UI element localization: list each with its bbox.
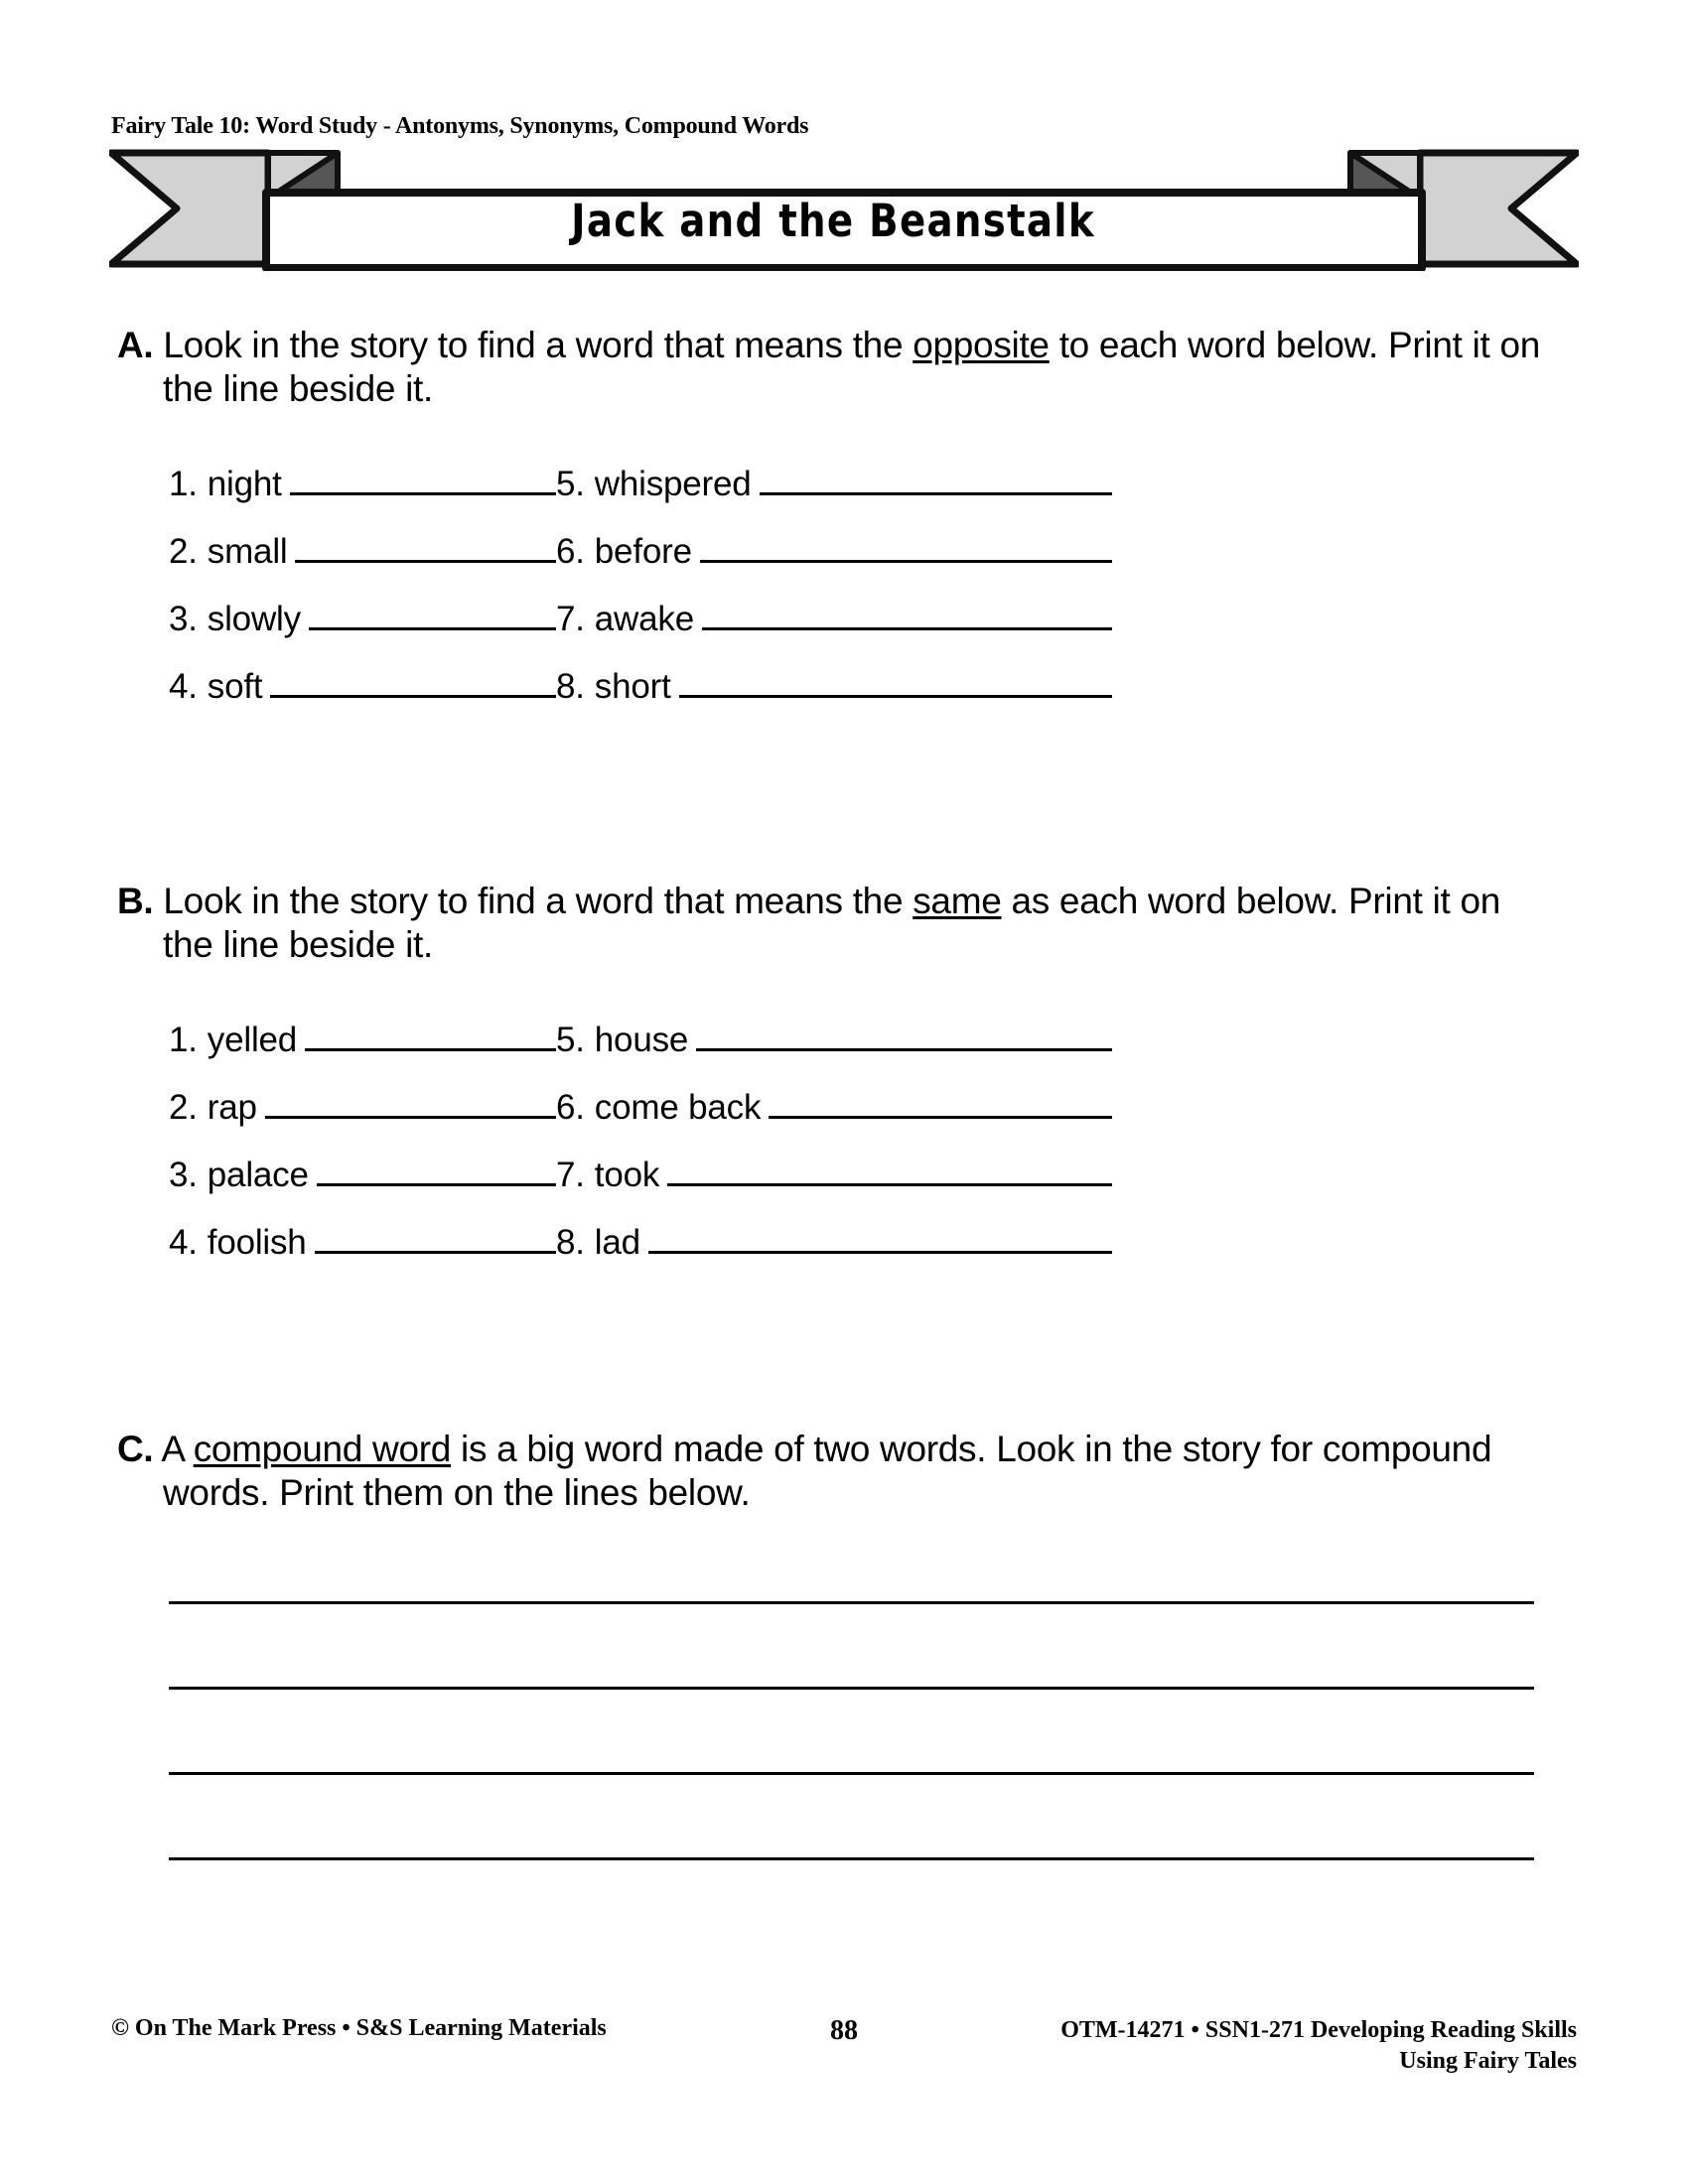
list-item xyxy=(556,529,1112,572)
item-number: 2. xyxy=(169,532,198,572)
item-number: 1. xyxy=(169,465,198,504)
answer-blank[interactable] xyxy=(295,529,556,563)
answer-line[interactable] xyxy=(169,1772,1534,1775)
section-b xyxy=(0,880,1688,1288)
item-number: 7. xyxy=(556,1156,585,1195)
section-b-instruction-pre: Look in the story to find a word that means the xyxy=(163,881,914,921)
section-c-instruction xyxy=(117,1428,1553,1514)
footer-product-code-line2: Using Fairy Tales xyxy=(1399,2047,1577,2074)
answer-blank[interactable] xyxy=(760,462,1112,495)
section-a-instruction-pre: Look in the story to find a word that means the xyxy=(163,325,914,365)
item-number: 1. xyxy=(169,1021,198,1060)
list-item xyxy=(556,1018,1112,1060)
section-c-instruction-emphasis: compound word xyxy=(193,1429,452,1469)
list-item xyxy=(556,462,1112,504)
list-item xyxy=(169,664,556,707)
item-word: lad xyxy=(594,1223,640,1263)
list-item xyxy=(556,1220,1112,1263)
list-item xyxy=(169,529,556,572)
list-item xyxy=(556,1085,1112,1128)
item-number: 5. xyxy=(556,465,585,504)
item-word: come back xyxy=(594,1088,762,1128)
footer-product-code xyxy=(1060,2015,1577,2076)
item-word: yelled xyxy=(207,1021,298,1060)
answer-blank[interactable] xyxy=(679,664,1112,698)
section-b-instruction xyxy=(117,880,1553,966)
answer-blank[interactable] xyxy=(696,1018,1112,1051)
answer-blank[interactable] xyxy=(667,1153,1112,1186)
list-item xyxy=(169,1220,556,1263)
table-row xyxy=(169,529,1539,597)
list-item xyxy=(169,1018,556,1060)
footer-page-number: 88 xyxy=(830,2015,858,2046)
item-number: 5. xyxy=(556,1021,585,1060)
section-a-instruction xyxy=(117,324,1553,410)
answer-blank[interactable] xyxy=(309,597,556,630)
banner-right-tail xyxy=(1420,153,1577,264)
item-number: 2. xyxy=(169,1088,198,1128)
item-number: 3. xyxy=(169,1156,198,1195)
item-word: night xyxy=(207,465,282,504)
item-word: slowly xyxy=(207,600,301,639)
item-word: took xyxy=(594,1156,660,1195)
answer-line[interactable] xyxy=(169,1687,1534,1690)
section-a xyxy=(0,324,1688,732)
item-word: short xyxy=(594,667,671,707)
section-b-instruction-post: as each word below. Print it on the line beside it. xyxy=(163,881,1501,965)
item-word: small xyxy=(207,532,288,572)
answer-blank[interactable] xyxy=(317,1153,556,1186)
item-number: 8. xyxy=(556,1223,585,1263)
answer-blank[interactable] xyxy=(702,597,1112,630)
item-number: 3. xyxy=(169,600,198,639)
table-row xyxy=(169,664,1539,732)
item-number: 4. xyxy=(169,1223,198,1263)
list-item xyxy=(556,597,1112,639)
item-word: before xyxy=(594,532,692,572)
section-b-label: B. xyxy=(117,881,154,921)
section-b-instruction-emphasis: same xyxy=(913,881,1002,921)
section-c xyxy=(0,1428,1688,1943)
list-item xyxy=(169,597,556,639)
page-title: Jack and the Beanstalk xyxy=(571,195,1095,247)
item-number: 6. xyxy=(556,532,585,572)
footer-publisher: © On The Mark Press • S&S Learning Materials xyxy=(111,2015,607,2041)
list-item xyxy=(169,1153,556,1195)
item-word: awake xyxy=(594,600,694,639)
section-c-label: C. xyxy=(117,1429,154,1469)
section-a-instruction-post: to each word below. Print it on the line beside it. xyxy=(163,325,1541,409)
page-footer xyxy=(0,2015,1688,2124)
table-row xyxy=(169,1018,1539,1085)
item-word: rap xyxy=(207,1088,257,1128)
section-a-items xyxy=(169,462,1539,732)
item-number: 8. xyxy=(556,667,585,707)
answer-blank[interactable] xyxy=(265,1085,556,1119)
table-row xyxy=(169,462,1539,529)
answer-blank[interactable] xyxy=(290,462,556,495)
list-item xyxy=(169,462,556,504)
section-c-instruction-post: is a big word made of two words. Look in the story for compound words. Print them on the lines below. xyxy=(163,1429,1492,1513)
item-word: soft xyxy=(207,667,263,707)
table-row xyxy=(169,597,1539,664)
item-number: 4. xyxy=(169,667,198,707)
answer-blank[interactable] xyxy=(305,1018,556,1051)
section-a-label: A. xyxy=(117,325,154,365)
answer-blank[interactable] xyxy=(315,1220,556,1254)
item-word: whispered xyxy=(594,465,752,504)
running-head: Fairy Tale 10: Word Study - Antonyms, Synonyms, Compound Words xyxy=(111,113,809,139)
section-c-instruction-pre: A xyxy=(161,1429,194,1469)
list-item xyxy=(169,1085,556,1128)
list-item xyxy=(556,664,1112,707)
section-a-instruction-emphasis: opposite xyxy=(913,325,1050,365)
answer-line[interactable] xyxy=(169,1857,1534,1860)
answer-blank[interactable] xyxy=(270,664,556,698)
answer-line[interactable] xyxy=(169,1601,1534,1604)
item-word: foolish xyxy=(207,1223,307,1263)
item-word: palace xyxy=(207,1156,309,1195)
section-b-items xyxy=(169,1018,1539,1288)
table-row xyxy=(169,1153,1539,1220)
item-number: 6. xyxy=(556,1088,585,1128)
list-item xyxy=(556,1153,1112,1195)
footer-product-code-line1: OTM-14271 • SSN1-271 Developing Reading Skills xyxy=(1060,2017,1577,2043)
answer-blank[interactable] xyxy=(648,1220,1112,1254)
section-c-answer-lines xyxy=(169,1601,1534,1860)
item-number: 7. xyxy=(556,600,585,639)
item-word: house xyxy=(594,1021,689,1060)
answer-blank[interactable] xyxy=(769,1085,1112,1119)
table-row xyxy=(169,1220,1539,1288)
table-row xyxy=(169,1085,1539,1153)
answer-blank[interactable] xyxy=(700,529,1112,563)
banner-left-tail xyxy=(111,153,268,264)
